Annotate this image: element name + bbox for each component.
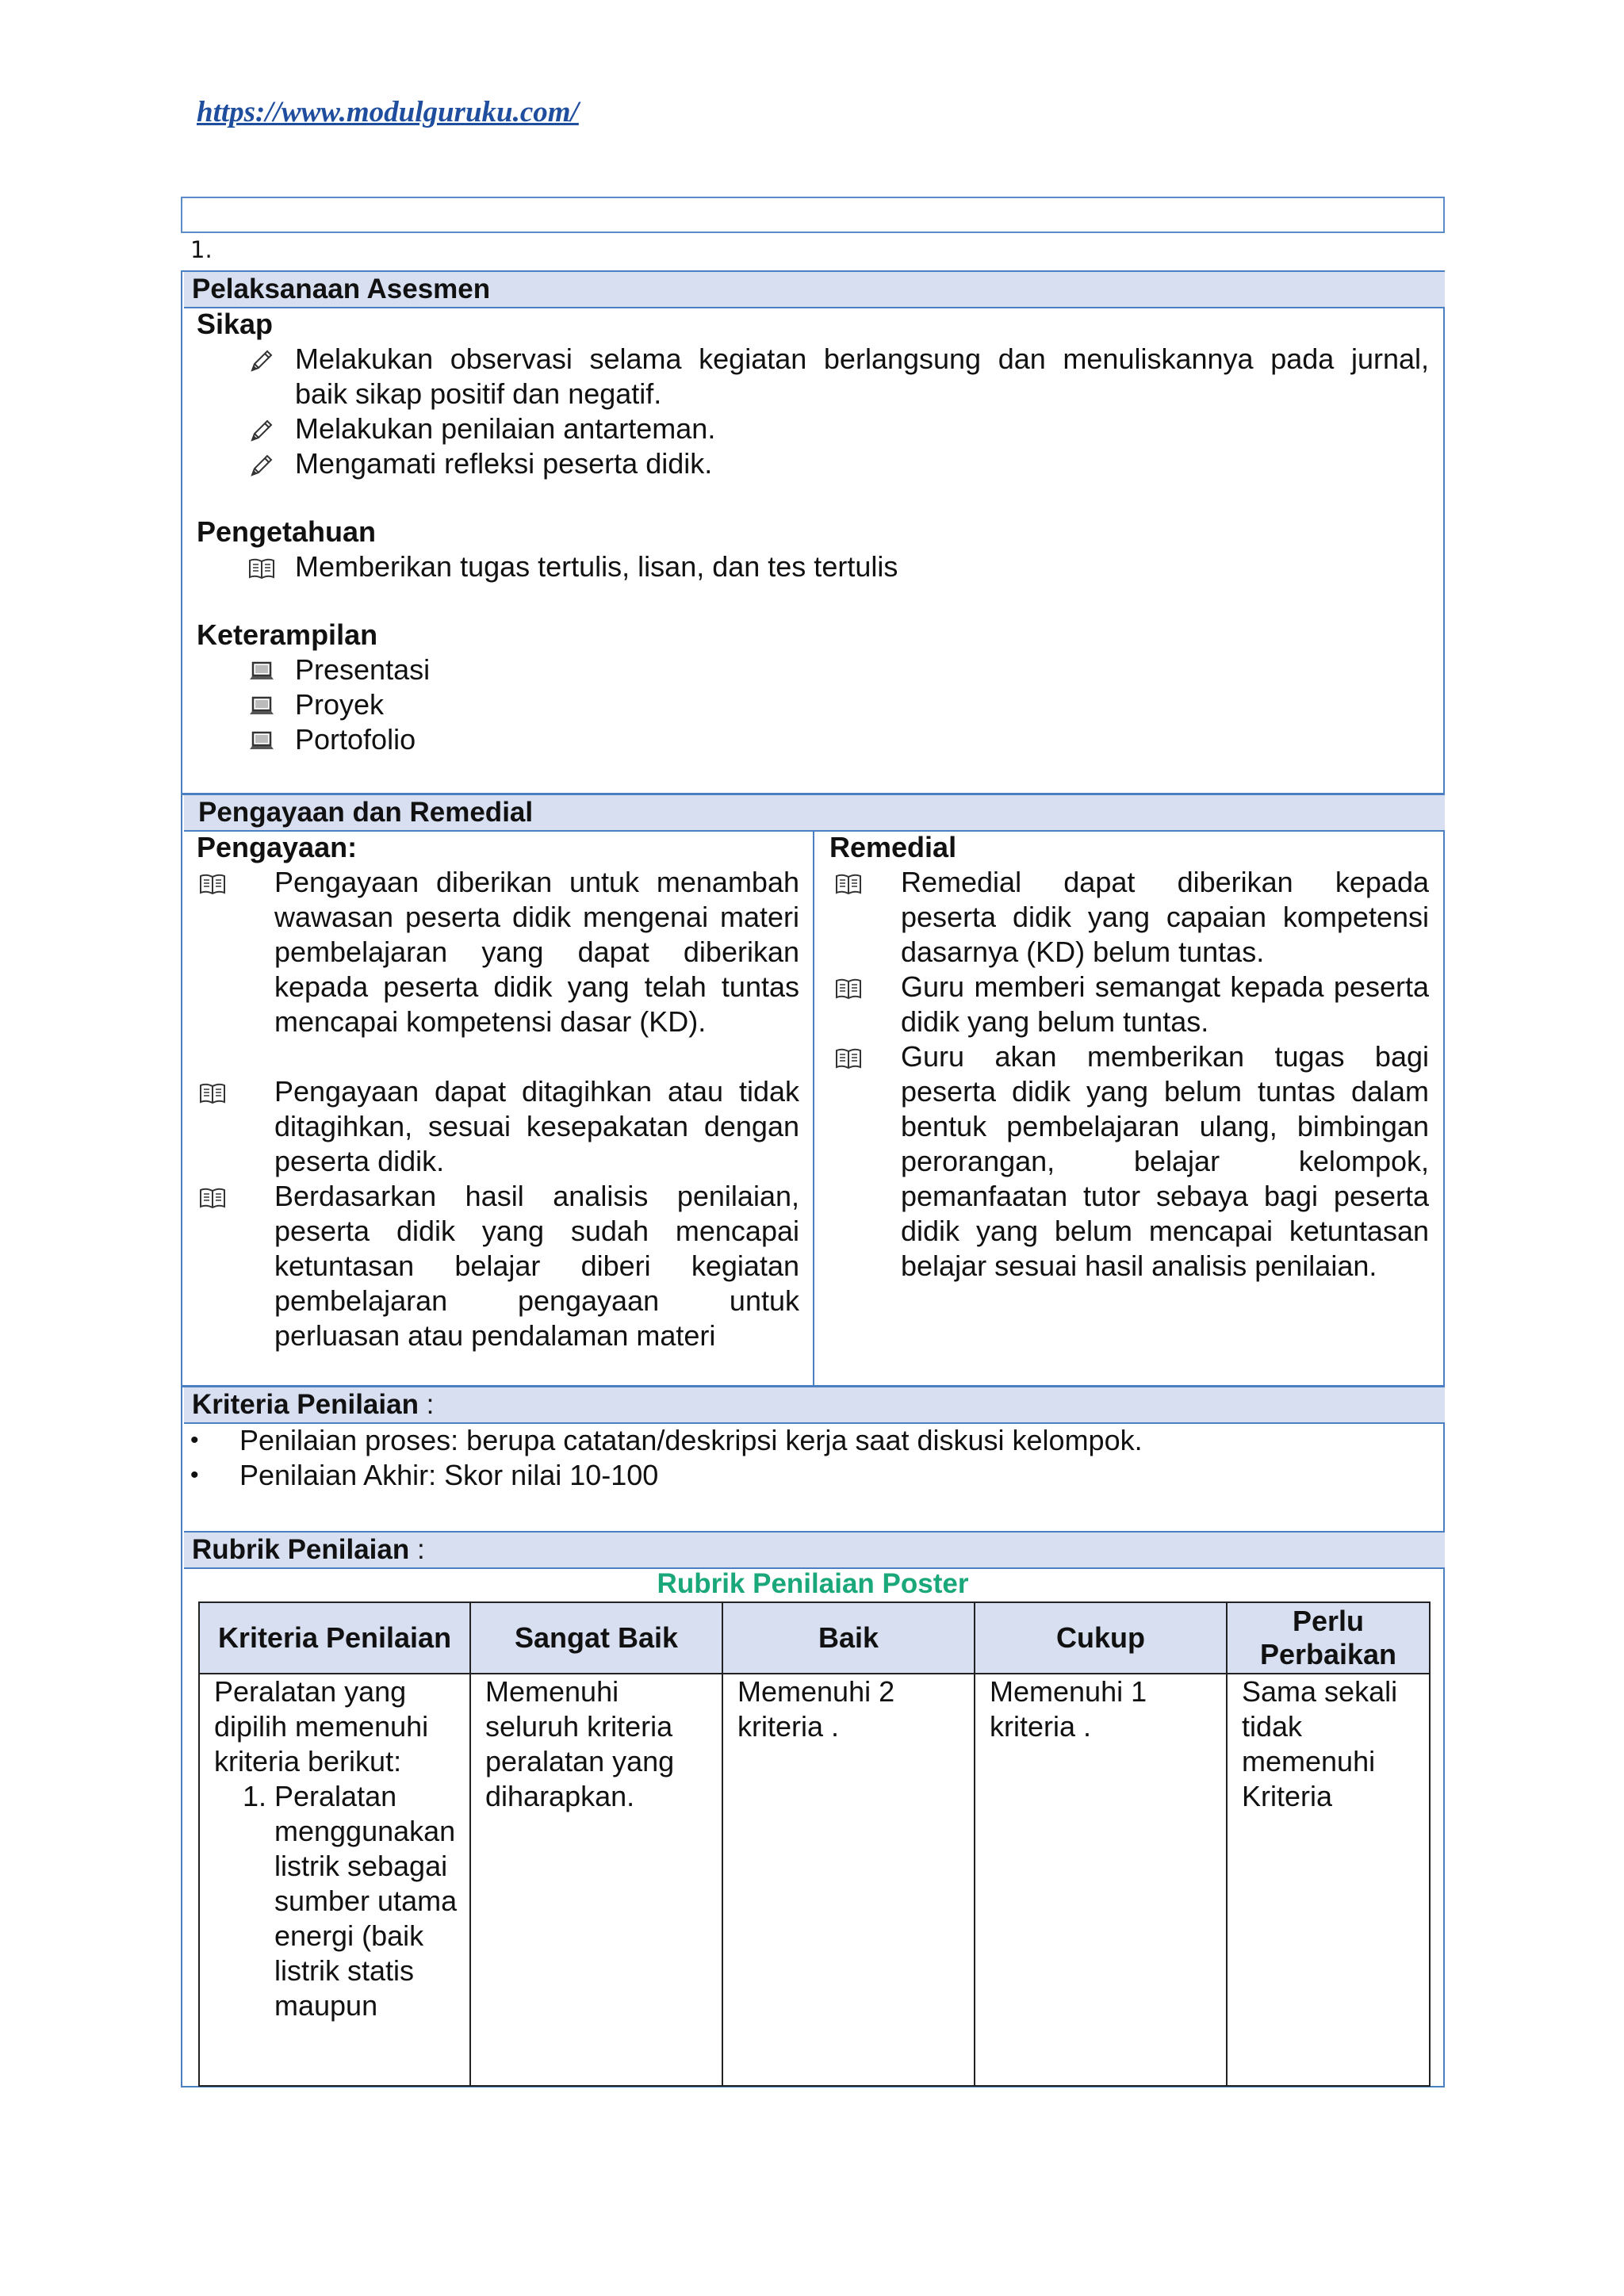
rubric-header-cell: Kriteria Penilaian [199,1602,470,1674]
rubric-table [198,1601,1431,2087]
remedial-item: Guru akan memberikan tugas bagi peserta didik yang belum tuntas dalam bentuk pembelajaran ulang, bimbingan perorangan, belajar kelompok, pemanfaatan tutor sebaya bagi peserta didik yang belum mencapai ketuntasan belajar sesuai hasil analisis penilaian. [901,1040,1429,1282]
book-icon [834,974,863,1003]
rubric-cell: Sama sekali tidak memenuhi Kriteria [1227,1674,1430,2086]
rubric-cell: Memenuhi 1 kriteria . [975,1674,1227,2086]
book-icon [198,870,227,898]
assessment-frame [181,270,1445,2087]
rubrik-colon: : [409,1534,425,1565]
item-number: 1. [190,236,213,263]
laptop-icon [247,692,276,721]
pengayaan-item: Pengayaan dapat ditagihkan atau tidak ditagihkan, sesuai kesepakatan dengan peserta didik. [274,1075,799,1177]
rubric-header-cell: Baik [722,1602,975,1674]
kriteria-item: Penilaian Akhir: Skor nilai 10-100 [239,1459,659,1491]
keterampilan-item: Proyek [295,688,385,721]
pelaksanaan-title: Pelaksanaan Asesmen [192,274,491,304]
sikap-item-cont: baik sikap positif dan negatif. [295,377,662,410]
kriteria-item: Penilaian proses: berupa catatan/deskripsi kerja saat diskusi kelompok. [239,1424,1143,1456]
pencil-icon [247,451,276,480]
pencil-icon [247,346,276,375]
remedial-title: Remedial [829,831,957,863]
rubric-header-row [199,1602,1430,1674]
book-icon [247,554,276,583]
header-url-link[interactable]: https://www.modulguruku.com/ [197,96,579,128]
rubric-cell: Memenuhi 2 kriteria . [722,1674,975,2086]
book-icon [834,1044,863,1073]
pengayaan-remedial-header [184,795,1445,832]
kriteria-header [184,1387,1445,1424]
empty-header-box [181,197,1445,233]
book-icon [198,1079,227,1108]
sikap-item: Melakukan observasi selama kegiatan berlangsung dan menuliskannya pada jurnal, [295,342,1429,375]
sikap-item: Mengamati refleksi peserta didik. [295,447,713,480]
pengetahuan-item: Memberikan tugas tertulis, lisan, dan tes tertulis [295,550,898,583]
laptop-icon [247,727,276,756]
sikap-item: Melakukan penilaian antarteman. [295,412,716,445]
pengayaan-item: Berdasarkan hasil analisis penilaian, peserta didik yang sudah mencapai ketuntasan belajar diberi kegiatan pembelajaran pengayaan untuk perluasan atau pendalaman materi [274,1180,799,1352]
rubric-table-title: Rubrik Penilaian Poster [657,1568,969,1599]
rubrik-header [184,1531,1445,1569]
sikap-title: Sikap [197,308,274,340]
rubrik-title: Rubrik Penilaian [192,1534,410,1565]
keterampilan-item: Presentasi [295,653,431,686]
pengayaan-remedial-title: Pengayaan dan Remedial [198,797,534,828]
pengayaan-item: Pengayaan diberikan untuk menambah wawasan peserta didik mengenai materi pembelajaran yang dapat diberikan kepada peserta didik yang telah tuntas mencapai kompetensi dasar (KD). [274,866,799,1038]
pengayaan-title: Pengayaan: [197,831,358,863]
rubric-criteria-cell [199,1674,470,2086]
table-row [199,1674,1430,2086]
criteria-list [214,1779,462,2023]
book-icon [834,870,863,898]
kriteria-colon: : [418,1389,435,1420]
pelaksanaan-asesmen-header [184,272,1445,308]
keterampilan-item: Portofolio [295,723,416,756]
remedial-item: Guru memberi semangat kepada peserta didik yang belum tuntas. [901,970,1429,1038]
bullet-icon: • [190,1462,199,1488]
keterampilan-title: Keterampilan [197,618,378,651]
column-divider [813,832,814,1385]
pencil-icon [247,416,276,445]
bullet-icon: • [190,1427,199,1453]
rubric-header-cell: Cukup [975,1602,1227,1674]
rubric-header-cell: Perlu Perbaikan [1227,1602,1430,1674]
rubric-header-cell: Sangat Baik [470,1602,722,1674]
criteria-intro: Peralatan yang dipilih memenuhi kriteria berikut: [214,1675,429,1777]
pengetahuan-title: Pengetahuan [197,515,377,548]
kriteria-title: Kriteria Penilaian [192,1389,419,1420]
criteria-list-item: 1. Peralatan menggunakan listrik sebagai sumber utama energi (baik listrik statis maupun [274,1779,462,2023]
rubric-cell: Memenuhi seluruh kriteria peralatan yang diharapkan. [470,1674,722,2086]
laptop-icon [247,657,276,686]
remedial-item: Remedial dapat diberikan kepada peserta didik yang capaian kompetensi dasarnya (KD) belum tuntas. [901,866,1429,968]
book-icon [198,1184,227,1212]
